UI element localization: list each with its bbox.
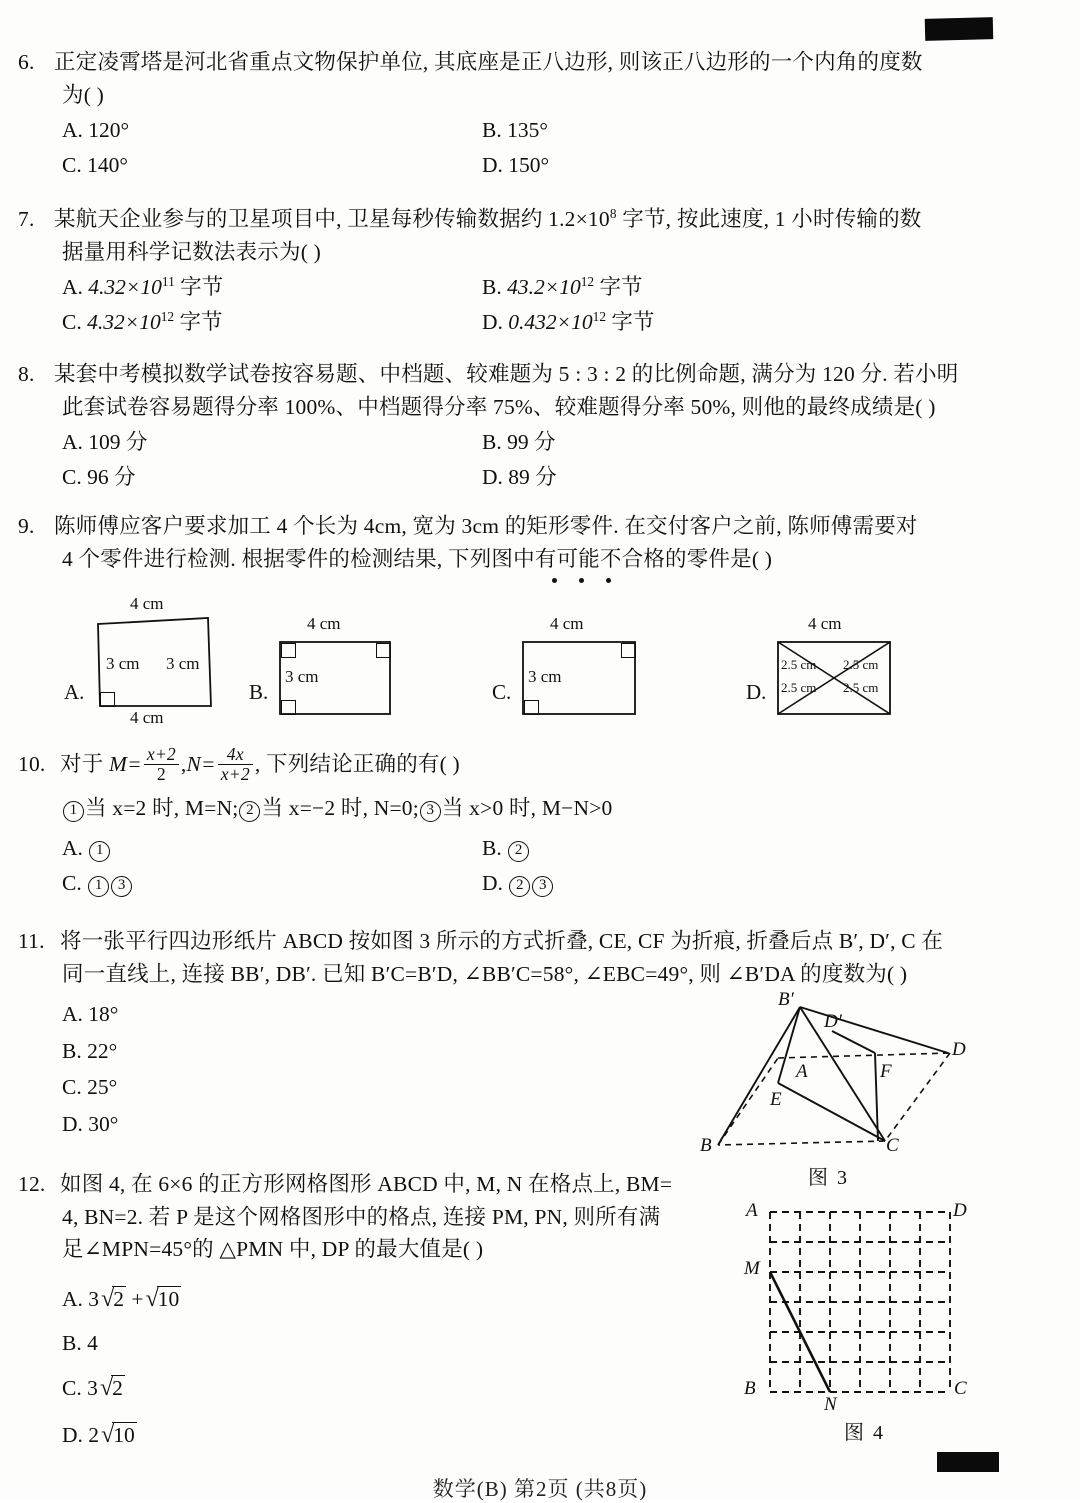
dimension-left: 3 cm: [106, 654, 140, 673]
registration-mark-top: [925, 17, 994, 41]
dimension-left: 3 cm: [528, 667, 562, 686]
figure-3-caption: 图 3: [808, 1167, 849, 1189]
right-angle-mark: [376, 643, 391, 658]
dimension-top: 4 cm: [550, 614, 584, 633]
point-b: B: [744, 1378, 756, 1399]
option-row: [62, 148, 1018, 183]
option-d[interactable]: D. 89 分: [482, 465, 557, 490]
circled-3: 3: [420, 801, 441, 822]
figure-4-caption: 图 4: [844, 1422, 885, 1444]
option-b[interactable]: B. 99 分: [482, 430, 556, 455]
question-10-conclusions: 1 当 x=2 时, M=N; 2 当 x=−2 时, N=0; 3 当 x>0 时, M−N>0: [18, 792, 1018, 825]
question-11-number: 11.: [18, 929, 45, 953]
option-row: [62, 425, 1018, 460]
question-7-stem-line-2: 据量用科学记数法表示为( ): [62, 239, 321, 264]
fraction-m: $\frac{x+2}{2}$: [144, 745, 179, 784]
dimension-diagonal-4: 2.5 cm: [843, 680, 879, 695]
question-10-stem-line-1: 10. 对于 M= $\frac{x+2}{2}$ ,N= $\frac{4x}{x+2}$ , 下列结论正确的有( ): [18, 744, 460, 785]
question-6-stem-line-2: 为( ): [62, 82, 104, 107]
option-a[interactable]: A. 18°: [62, 1002, 119, 1027]
fraction-n: $\frac{4x}{x+2}$: [218, 745, 253, 784]
question-9-figure-c[interactable]: [488, 600, 678, 725]
question-8-options: [18, 425, 1018, 495]
dimension-diagonal-2: 2.5 cm: [843, 657, 879, 672]
figure-3[interactable]: [700, 989, 1000, 1190]
option-row: [62, 866, 1018, 901]
point-d: D: [952, 1039, 966, 1060]
question-7-stem-line-1: 7. 某航天企业参与的卫星项目中, 卫星每秒传输数据约 $1.2\times 10^8$ 字节, 按此速度, 1 小时传输的数: [18, 203, 1018, 236]
figure-3-drawing: [700, 995, 1000, 1170]
point-m: M: [744, 1258, 760, 1279]
option-row: [62, 305, 1018, 340]
option-d[interactable]: D. 150°: [482, 153, 550, 178]
option-d[interactable]: D. 30°: [62, 1111, 119, 1136]
question-12-options: [18, 1276, 382, 1459]
option-c[interactable]: C. 1 3: [62, 866, 482, 901]
registration-mark-bottom: [937, 1452, 999, 1472]
radical: √2: [99, 1374, 123, 1401]
question-9-figure-d[interactable]: [740, 600, 940, 725]
option-row: [62, 113, 1018, 148]
option-a-label: A.: [64, 680, 85, 704]
m-label: M=: [108, 751, 142, 776]
question-6-stem-line-1: 6. 正定凌霄塔是河北省重点文物保护单位, 其底座是正八边形, 则该正八边形的一个内角的度数: [18, 46, 1018, 79]
point-n: N: [824, 1394, 837, 1415]
figure-4[interactable]: [740, 1200, 990, 1450]
figure-4-grid: [740, 1200, 990, 1410]
circled-1: 1: [89, 841, 110, 862]
option-c[interactable]: C. 3√2: [62, 1365, 382, 1412]
question-7-number: 7.: [18, 207, 35, 231]
question-11-stem-line-1: 11. 将一张平行四边形纸片 ABCD 按如图 3 所示的方式折叠, CE, CF 为折痕, 折叠后点 B′, D′, C 在: [18, 925, 1018, 958]
point-c: C: [954, 1378, 967, 1399]
right-angle-mark: [621, 643, 636, 658]
radical: √2: [101, 1286, 124, 1313]
option-b[interactable]: B. 135°: [482, 118, 548, 143]
option-a[interactable]: A. 1: [62, 831, 482, 866]
dimension-top: 4 cm: [307, 614, 341, 633]
question-8-stem-line-2: 此套试卷容易题得分率 100%、中档题得分率 75%、较难题得分率 50%, 则他的最终成绩是( ): [62, 394, 936, 419]
question-8: [18, 358, 1018, 495]
point-b: B: [700, 1135, 712, 1156]
question-6-options: [18, 113, 1018, 183]
right-angle-mark: [100, 692, 115, 707]
option-b[interactable]: B. 22°: [62, 1038, 118, 1063]
right-angle-mark: [524, 700, 539, 715]
option-c[interactable]: C. $4.32\times 10^{12}$ 字节: [62, 309, 223, 335]
option-row: [62, 270, 1018, 305]
dimension-diagonal-3: 2.5 cm: [781, 680, 817, 695]
radical: √10: [145, 1286, 180, 1313]
option-c-label: C.: [492, 680, 512, 704]
option-b-label: B.: [249, 680, 269, 704]
option-row: [62, 831, 1018, 866]
question-9-stem-line-1: 9. 陈师傅应客户要求加工 4 个长为 4cm, 宽为 3cm 的矩形零件. 在交付客户之前, 陈师傅需要对: [18, 510, 1018, 543]
option-d[interactable]: D. 2√10: [62, 1412, 382, 1459]
question-12-stem-line-2: 4, BN=2. 若 P 是这个网格图形中的格点, 连接 PM, PN, 则所有满: [62, 1204, 661, 1229]
shape-b: [245, 600, 435, 725]
question-9-stem-line-2: 4 个零件进行检测. 根据零件的检测结果, 下列图中有可能不合格的零件是( ): [62, 546, 773, 571]
circled-1: 1: [63, 801, 84, 822]
question-8-number: 8.: [18, 362, 35, 386]
option-a[interactable]: A. 120°: [62, 118, 130, 143]
option-b[interactable]: B. $43.2\times 10^{12}$ 字节: [482, 274, 643, 300]
option-b[interactable]: B. 4: [62, 1330, 98, 1355]
option-a[interactable]: A. $4.32\times 10^{11}$ 字节: [62, 274, 224, 300]
dimension-right: 3 cm: [166, 654, 200, 673]
question-9-figure-b[interactable]: [245, 600, 435, 725]
circled-3: 3: [532, 876, 553, 897]
option-d[interactable]: D. 2 3: [482, 866, 902, 901]
dimension-top: 4 cm: [808, 614, 842, 633]
dimension-left: 3 cm: [285, 667, 319, 686]
option-a[interactable]: A. 3√2 +√10: [62, 1276, 382, 1323]
option-c[interactable]: C. 96 分: [62, 465, 136, 490]
point-a: A: [796, 1061, 808, 1082]
right-angle-mark: [281, 700, 296, 715]
circled-1: 1: [88, 876, 109, 897]
question-9-number: 9.: [18, 514, 35, 538]
question-6-number: 6.: [18, 50, 35, 74]
circled-2: 2: [509, 876, 530, 897]
question-10-options: [18, 831, 1018, 901]
dimension-diagonal-1: 2.5 cm: [781, 657, 817, 672]
question-10: [18, 745, 1018, 900]
circled-2: 2: [508, 841, 529, 862]
question-10-number: 10.: [18, 751, 46, 776]
point-c: C: [886, 1135, 899, 1156]
point-f: F: [880, 1061, 892, 1082]
question-12-number: 12.: [18, 1172, 46, 1196]
question-12: [18, 1168, 738, 1459]
question-11-stem-line-2: 同一直线上, 连接 BB′, DB′. 已知 B′C=B′D, ∠BB′C=58°, ∠EBC=49°, 则 ∠B′DA 的度数为( ): [62, 961, 908, 986]
radical: √10: [101, 1421, 135, 1448]
point-d-prime: D′: [824, 1011, 842, 1032]
shape-c: [488, 600, 678, 725]
question-11-options: [18, 996, 362, 1142]
option-c[interactable]: C. 25°: [62, 1075, 118, 1100]
point-b-prime: B′: [778, 989, 794, 1010]
circled-3: 3: [111, 876, 132, 897]
option-d[interactable]: D. $0.432\times 10^{12}$ 字节: [482, 309, 655, 335]
option-a[interactable]: A. 109 分: [62, 430, 148, 455]
point-e: E: [770, 1089, 782, 1110]
option-b[interactable]: B. 2: [482, 831, 902, 866]
question-7: [18, 203, 1018, 340]
page-footer: 数学(B) 第2页 (共8页): [432, 1477, 648, 1501]
option-c[interactable]: C. 140°: [62, 153, 128, 178]
right-angle-mark: [281, 643, 296, 658]
question-6: [18, 46, 1018, 183]
shape-d: [740, 600, 940, 725]
option-d-label: D.: [746, 680, 767, 704]
n-label: N=: [186, 751, 216, 776]
dimension-top: 4 cm: [130, 594, 164, 613]
option-row: [62, 460, 1018, 495]
point-a: A: [746, 1200, 758, 1221]
point-d: D: [953, 1200, 967, 1221]
question-7-options: [18, 270, 1018, 340]
question-12-stem-line-1: 12. 如图 4, 在 6×6 的正方形网格图形 ABCD 中, M, N 在格点上, BM=: [18, 1168, 738, 1201]
emphasis-dots: [552, 578, 611, 583]
question-12-stem-line-3: 足∠MPN=45°的 △PMN 中, DP 的最大值是( ): [62, 1237, 484, 1262]
circled-2: 2: [239, 801, 260, 822]
question-9: [18, 510, 1018, 575]
question-8-stem-line-1: 8. 某套中考模拟数学试卷按容易题、中档题、较难题为 5 : 3 : 2 的比例命题, 满分为 120 分. 若小明: [18, 358, 1018, 391]
dimension-bottom: 4 cm: [130, 708, 164, 727]
